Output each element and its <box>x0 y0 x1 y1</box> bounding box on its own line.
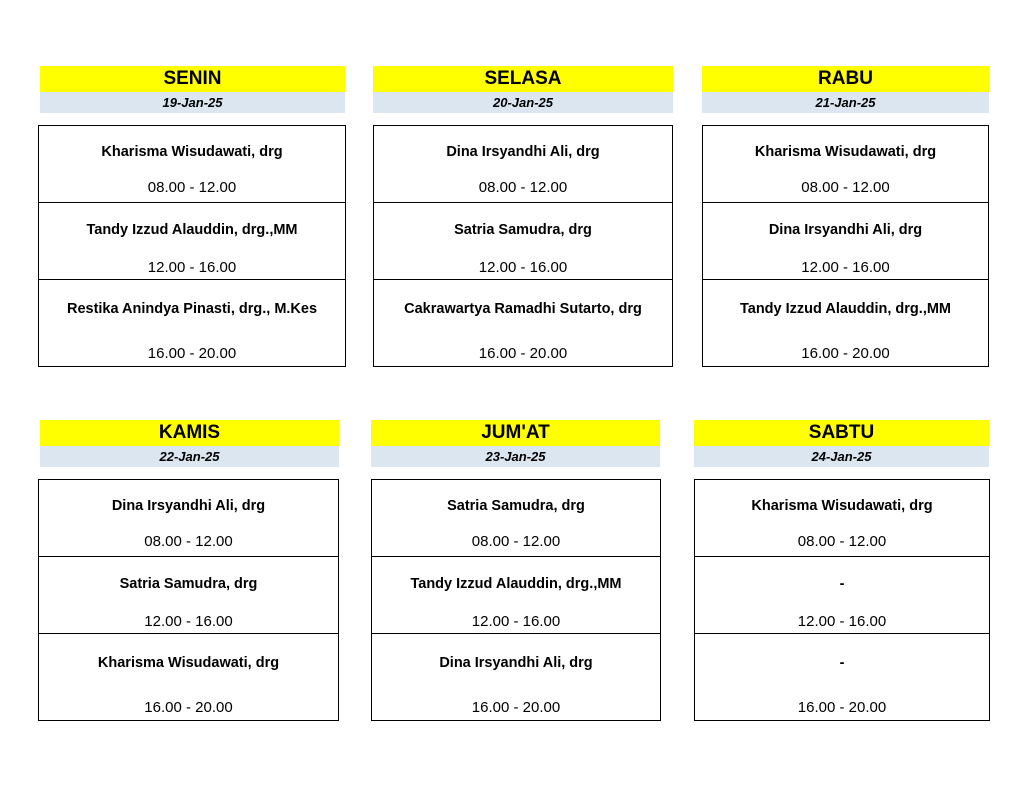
shift-time: 08.00 - 12.00 <box>478 179 568 196</box>
shift-row <box>39 556 338 633</box>
shift-row <box>703 202 988 279</box>
shift-time: 08.00 - 12.00 <box>801 179 890 196</box>
shift-table <box>38 125 346 367</box>
day-date: 21-Jan-25 <box>702 92 989 113</box>
doctor-name: Kharisma Wisudawati, drg <box>101 144 283 160</box>
day-date: 20-Jan-25 <box>373 92 673 113</box>
shift-time: 12.00 - 16.00 <box>478 259 568 276</box>
doctor-name: Kharisma Wisudawati, drg <box>754 144 937 160</box>
doctor-name: Tandy Izzud Alauddin, drg.,MM <box>86 222 298 238</box>
doctor-name: Tandy Izzud Alauddin, drg.,MM <box>739 301 952 317</box>
shift-time: 16.00 - 20.00 <box>797 699 887 716</box>
doctor-name: Restika Anindya Pinasti, drg., M.Kes <box>66 301 318 317</box>
shift-row <box>374 202 672 279</box>
day-name: RABU <box>702 66 989 92</box>
doctor-name: - <box>839 576 845 592</box>
shift-time: 16.00 - 20.00 <box>801 345 890 362</box>
day-name: SELASA <box>373 66 673 92</box>
shift-row <box>372 633 660 722</box>
shift-row <box>695 556 989 633</box>
shift-time: 08.00 - 12.00 <box>144 533 233 550</box>
shift-time: 12.00 - 16.00 <box>144 613 233 630</box>
shift-row <box>374 126 672 202</box>
doctor-name: Dina Irsyandhi Ali, drg <box>768 222 923 238</box>
shift-table <box>38 479 339 721</box>
shift-table <box>371 479 661 721</box>
shift-time: 12.00 - 16.00 <box>797 613 887 630</box>
day-date: 24-Jan-25 <box>694 446 989 467</box>
doctor-name: Kharisma Wisudawati, drg <box>97 655 280 671</box>
shift-time: 12.00 - 16.00 <box>801 259 890 276</box>
shift-time: 16.00 - 20.00 <box>144 699 233 716</box>
doctor-name: Tandy Izzud Alauddin, drg.,MM <box>410 576 622 592</box>
shift-time: 08.00 - 12.00 <box>147 179 237 196</box>
shift-row <box>39 633 338 722</box>
shift-row <box>39 279 345 368</box>
shift-time: 12.00 - 16.00 <box>147 259 237 276</box>
shift-row <box>703 126 988 202</box>
shift-row <box>703 279 988 368</box>
doctor-name: Satria Samudra, drg <box>454 222 592 238</box>
doctor-name: - <box>839 655 845 671</box>
day-date: 22-Jan-25 <box>40 446 339 467</box>
shift-time: 16.00 - 20.00 <box>478 345 568 362</box>
shift-table <box>694 479 990 721</box>
doctor-name: Cakrawartya Ramadhi Sutarto, drg <box>404 301 642 317</box>
day-name: JUM'AT <box>371 420 660 446</box>
shift-row <box>695 633 989 722</box>
shift-row <box>374 279 672 368</box>
doctor-name: Satria Samudra, drg <box>119 576 258 592</box>
shift-row <box>39 480 338 556</box>
shift-time: 16.00 - 20.00 <box>471 699 561 716</box>
shift-time: 08.00 - 12.00 <box>797 533 887 550</box>
day-name: KAMIS <box>40 420 339 446</box>
day-name: SABTU <box>694 420 989 446</box>
doctor-name: Kharisma Wisudawati, drg <box>751 498 933 514</box>
shift-row <box>39 126 345 202</box>
shift-time: 08.00 - 12.00 <box>471 533 561 550</box>
shift-row <box>372 556 660 633</box>
shift-row <box>372 480 660 556</box>
shift-row <box>39 202 345 279</box>
shift-table <box>702 125 989 367</box>
doctor-name: Dina Irsyandhi Ali, drg <box>111 498 266 514</box>
shift-table <box>373 125 673 367</box>
doctor-name: Dina Irsyandhi Ali, drg <box>446 144 600 160</box>
day-date: 19-Jan-25 <box>40 92 345 113</box>
day-date: 23-Jan-25 <box>371 446 660 467</box>
doctor-name: Dina Irsyandhi Ali, drg <box>439 655 593 671</box>
doctor-name: Satria Samudra, drg <box>447 498 585 514</box>
shift-time: 12.00 - 16.00 <box>471 613 561 630</box>
day-name: SENIN <box>40 66 345 92</box>
shift-row <box>695 480 989 556</box>
shift-time: 16.00 - 20.00 <box>147 345 237 362</box>
